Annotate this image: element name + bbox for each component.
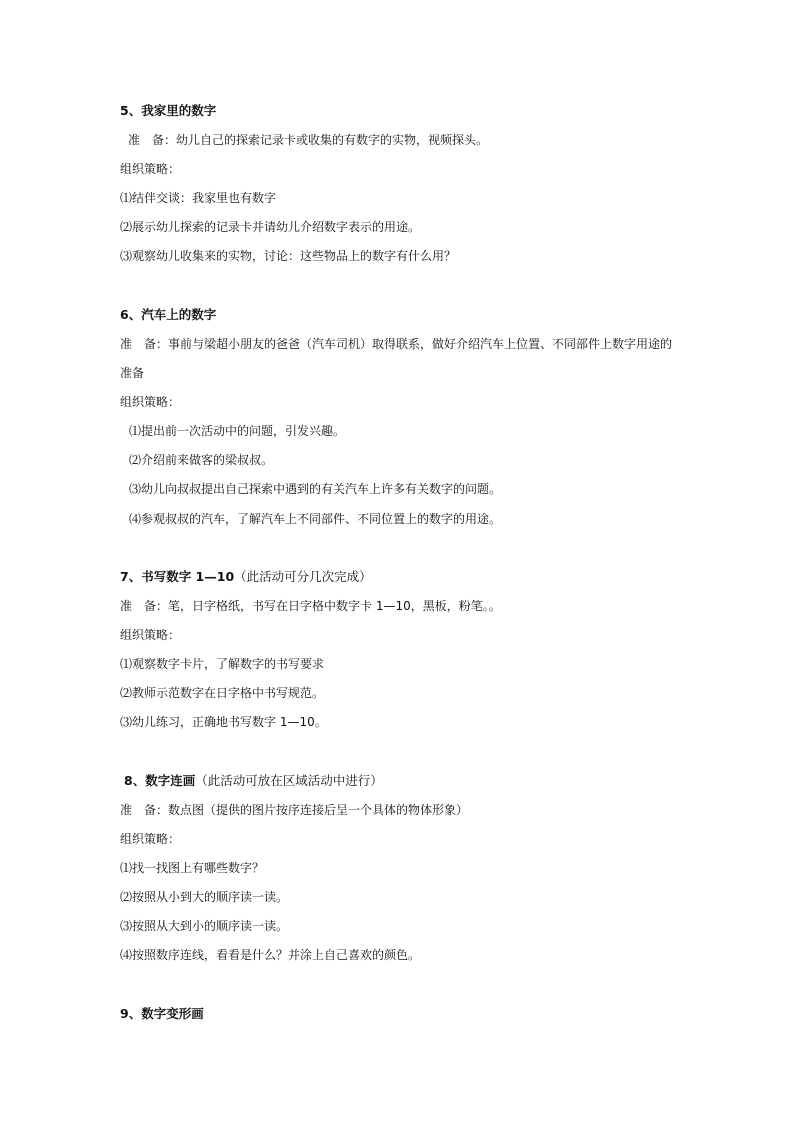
section-7-step-3: ⑶幼儿练习，正确地书写数字 1—10。 [120, 715, 327, 729]
section-5-step-3: ⑶观察幼儿收集来的实物，讨论：这些物品上的数字有什么用？ [120, 249, 457, 263]
section-5-step-1: ⑴结伴交谈：我家里也有数字 [120, 191, 277, 205]
section-8-step-2: ⑵按照从小到大的顺序读一读。 [120, 890, 289, 904]
section-6-prep: 准 备：事前与梁超小朋友的爸爸（汽车司机）取得联系，做好介绍汽车上位置、不同部件上数字用途的 [120, 337, 673, 351]
section-8-heading [124, 773, 383, 789]
section-5-step-2: ⑵展示幼儿探索的记录卡并请幼儿介绍数字表示的用途。 [120, 220, 421, 234]
section-5-prep: 准 备：幼儿自己的探索记录卡或收集的有数字的实物，视频探头。 [128, 133, 489, 147]
section-6-strategy-label: 组织策略： [120, 395, 181, 409]
section-9-title: 9、数字变形画 [120, 1006, 204, 1021]
section-7-title: 7、书写数字 1—10 [120, 569, 235, 584]
section-8-step-1: ⑴找一找图上有哪些数字？ [120, 861, 265, 875]
section-7-note: （此活动可分几次完成） [234, 569, 372, 584]
section-8-note: （此活动可放在区域活动中进行） [195, 773, 383, 788]
section-7-step-1: ⑴观察数字卡片，了解数字的书写要求 [120, 657, 325, 671]
section-8-prep: 准 备：数点图（提供的图片按序连接后呈一个具体的物体形象） [120, 803, 469, 817]
section-6-step-1: ⑴提出前一次活动中的问题，引发兴趣。 [129, 424, 346, 438]
section-8-strategy-label: 组织策略： [120, 832, 181, 846]
section-6-prep-continued: 准备 [120, 366, 145, 380]
section-7-step-2: ⑵教师示范数字在日字格中书写规范。 [120, 686, 325, 700]
section-7-strategy-label: 组织策略： [120, 628, 181, 642]
section-6-title: 6、汽车上的数字 [120, 307, 217, 322]
section-5-title: 5、我家里的数字 [120, 103, 217, 118]
section-5-strategy-label: 组织策略： [120, 162, 181, 176]
section-8-title: 8、数字连画 [124, 773, 196, 788]
section-7-prep: 准 备：笔，日字格纸，书写在日字格中数字卡 1—10，黑板，粉笔。。 [120, 599, 501, 613]
section-6-step-3: ⑶幼儿向叔叔提出自己探索中遇到的有关汽车上许多有关数字的问题。 [129, 482, 502, 496]
section-6-step-2: ⑵介绍前来做客的梁叔叔。 [129, 453, 274, 467]
section-6-step-4: ⑷参观叔叔的汽车，了解汽车上不同部件、不同位置上的数字的用途。 [129, 512, 502, 526]
section-7-heading [120, 569, 372, 585]
section-8-step-3: ⑶按照从大到小的顺序读一读。 [120, 919, 289, 933]
section-8-step-4: ⑷按照数序连线，看看是什么？并涂上自己喜欢的颜色。 [120, 948, 421, 962]
